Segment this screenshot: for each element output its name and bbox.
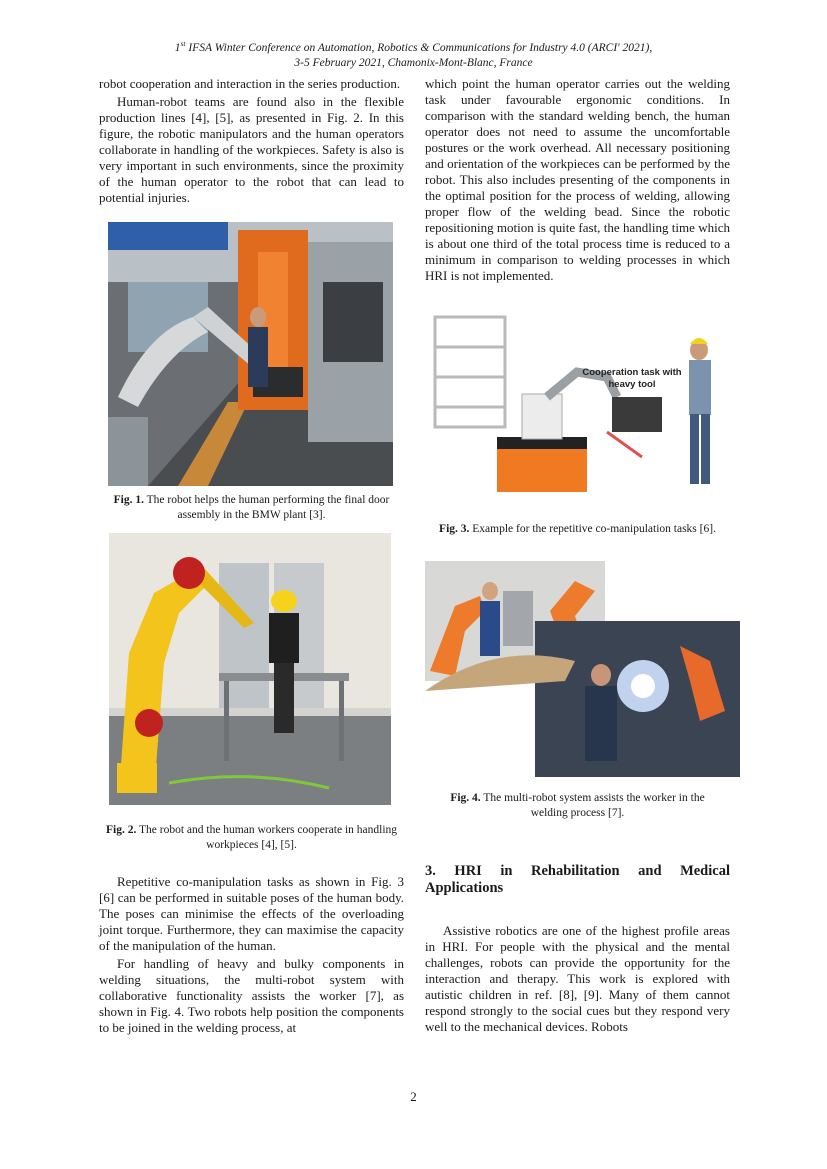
figure-4-caption: Fig. 4. The multi-robot system assists the worker in the welding process [7]. [450, 792, 705, 819]
right-column [425, 76, 730, 1035]
header-line-2: 3-5 February 2021, Chamonix-Mont-Blanc, France [294, 56, 533, 69]
paragraph: robot cooperation and interaction in the series production. [99, 76, 401, 91]
paragraph: Repetitive co-manipulation tasks as shown in Fig. 3 [6] can be performed in suitable poses of the human body. The poses can minimise the effects of the overloading joint torque. Furthermore, they can maximise the capacity of the manipulation of the human. [99, 874, 404, 953]
paragraph: For handling of heavy and bulky components in welding situations, the multi-robot system with collaborative functionality assists the worker [7], as shown in Fig. 4. Two robots help position the components to be joined in the welding process, at [99, 956, 404, 1035]
figure-3-label-line-1: Cooperation task with [582, 367, 682, 378]
paragraph: Assistive robotics are one of the highest profile areas in HRI. For people with the physical and the mental challenges, robots can provide the opportunity for the interaction and therapy. This work is explored with autistic children in ref. [8], [9]. Many of them cannot respond strongly to the social cues but they respond very well to the mechanical devices. Robots [425, 923, 730, 1034]
page-number: 2 [410, 1089, 417, 1104]
section-heading: 3. HRI in Rehabilitation and Medical Applications [425, 863, 730, 896]
conference-header [0, 36, 827, 71]
paragraph: Human-robot teams are found also in the flexible production lines [4], [5], as presented in Fig. 2. In this figure, the robotic manipulators and the human operators collaborate in handling of the workpieces. Safety is also is very important in such environments, since the proximity of the human operator to the robot that can lead to potential injuries. [99, 94, 404, 205]
figure-3-image [427, 302, 727, 507]
figure-3-label-line-2: heavy tool [608, 379, 656, 390]
figure-4-image [425, 551, 740, 777]
figure-2-image [109, 533, 391, 805]
figure-3-caption: Fig. 3. Example for the repetitive co-manipulation tasks [6]. [439, 523, 716, 535]
paragraph: which point the human operator carries out the welding task under favourable ergonomic conditions. In comparison with the standard welding bench, the human operator does not need to assume the uncomfortable postures or the work overhead. All necessary positioning and orientation of the workpieces can be performed by the robot. This also includes presenting of the components in the optimal position for the process of welding, allowing proper flow of the welding bead. Since the robotic repositioning motion is quite fast, the handling time which is about one third of the total process time is reduced to a minimum in comparison to welding processes in which HRI is not implemented. [425, 76, 730, 283]
figure-2-caption: Fig. 2. The robot and the human workers cooperate in handling workpieces [4], [5]. [105, 824, 398, 851]
left-column [99, 76, 404, 1036]
figure-1-caption: Fig. 1. The robot helps the human performing the final door assembly in the BMW plant [3]. [113, 494, 390, 521]
header-line-1: 1st IFSA Winter Conference on Automation, Robotics & Communications for Industry 4.0 (ARCI' 2021), [174, 39, 653, 54]
figure-1-image [108, 222, 393, 486]
